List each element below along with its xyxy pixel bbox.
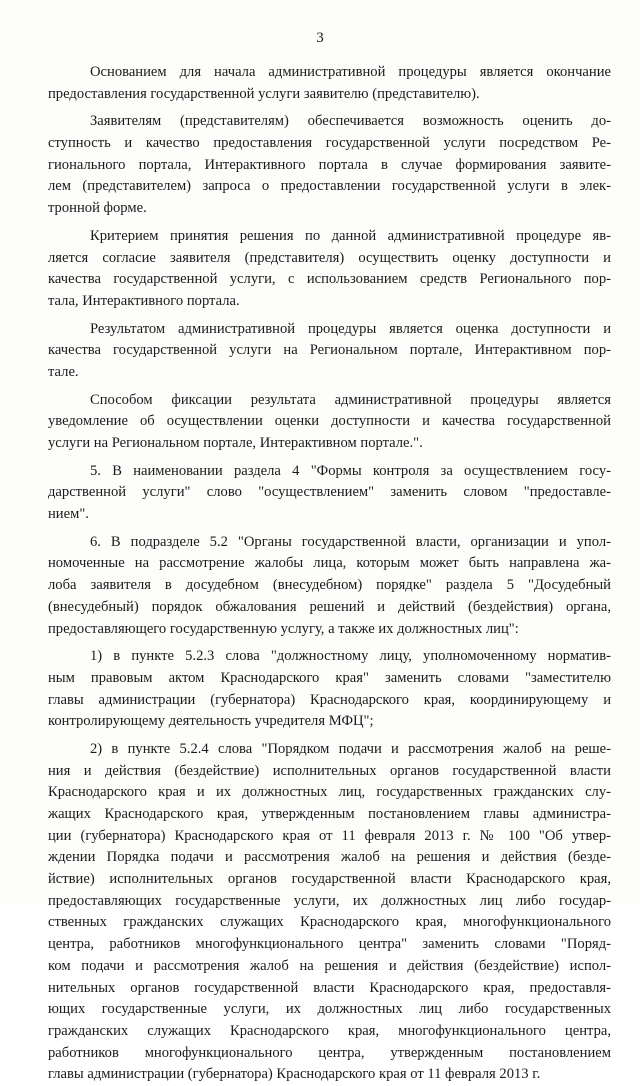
text-line: ждении Порядка подачи и рассмотрения жалоб на решения и действия (безде- — [48, 849, 611, 866]
text-line: тронной форме. — [48, 200, 147, 217]
text-line: гионального портала, Интерактивного портала в случае формирования заявите- — [48, 156, 611, 173]
paragraph — [48, 739, 611, 1086]
text-line: 1) в пункте 5.2.3 слова "должностному лицу, уполномоченному норматив- — [90, 648, 611, 665]
text-line: предоставляющих государственные услуги, их должностных лиц либо государ- — [48, 892, 611, 909]
paragraph — [48, 461, 611, 526]
text-line: Основанием для начала административной процедуры является окончание — [90, 64, 611, 80]
text-line: ственных гражданских служащих Краснодарского края, многофункционального — [48, 914, 611, 931]
paragraph — [48, 62, 611, 105]
paragraph — [48, 532, 611, 640]
text-line: 6. В подразделе 5.2 "Органы государственной власти, организации и упол- — [90, 533, 611, 550]
paragraph — [48, 646, 611, 733]
text-line: нительных органов государственной власти Краснодарского края, предоставля- — [48, 979, 611, 996]
text-line: работников многофункционального центра, утвержденным постановлением — [48, 1044, 611, 1061]
page-number: 3 — [316, 30, 324, 46]
text-line: ком подачи и рассмотрения жалоб на решения и действия (бездействие) испол- — [48, 957, 611, 974]
text-line: ния и действия (бездействие) исполнительных органов государственной власти — [48, 762, 611, 779]
text-line: Краснодарского края и их должностных лиц, государственных гражданских слу- — [48, 784, 611, 801]
text-line: Результатом административной процедуры является оценка доступности и — [90, 320, 611, 337]
text-line: уведомление об осуществлении оценки доступности и качества государственной — [48, 413, 611, 430]
document-body — [48, 62, 611, 1086]
text-line: Способом фиксации результата административной процедуры является — [90, 391, 611, 408]
text-line: 5. В наименовании раздела 4 "Формы контроля за осуществлением госу- — [90, 462, 611, 479]
text-line: центра, работников многофункционального центра" заменить словами "Поряд- — [48, 936, 611, 953]
text-line: нием". — [48, 506, 89, 523]
text-line: лоба заявителя в досудебном (внесудебном) порядке" раздела 5 "Досудебный — [48, 577, 611, 594]
text-line: качества государственной услуги на Региональном портале, Интерактивном пор- — [48, 342, 611, 359]
text-line: контролирующему деятельность учредителя МФЦ"; — [48, 713, 374, 730]
text-line: 2) в пункте 5.2.4 слова "Порядком подачи и рассмотрения жалоб на реше- — [90, 740, 611, 757]
text-line: номоченные на рассмотрение жалобы лица, которым может быть направлена жа- — [48, 555, 611, 572]
paragraph — [48, 111, 611, 219]
text-line: лем (представителем) запроса о предоставлении государственной услуги в элек- — [48, 178, 611, 195]
text-line: предоставления государственной услуги заявителю (представителю). — [48, 85, 480, 102]
text-line: ющих государственные услуги, их должностных лиц либо государственных — [48, 1001, 611, 1018]
text-line: главы администрации (губернатора) Краснодарского края от 11 февраля 2013 г. — [48, 1066, 541, 1083]
text-line: жащих Краснодарского края, утвержденным постановлением главы администра- — [48, 806, 611, 822]
text-line: Критерием принятия решения по данной административной процедуре яв- — [90, 227, 611, 244]
paragraph — [48, 390, 611, 455]
text-line: услуги на Региональном портале, Интерактивном портале.". — [48, 435, 423, 451]
paragraph — [48, 226, 611, 313]
text-line: ступность и качество предоставления государственной услуги посредством Ре- — [48, 135, 611, 152]
text-line: йствие) исполнительных органов государственной власти Краснодарского края, — [48, 871, 611, 888]
text-line: тале. — [48, 363, 79, 380]
text-line: (внесудебный) порядок обжалования решений и действий (бездействия) органа, — [48, 598, 611, 615]
text-line: качества государственной услуги, с использованием средств Регионального пор- — [48, 271, 611, 288]
text-line: дарственной услуги" слово "осуществлением" заменить словом "предоставле- — [48, 484, 611, 501]
paragraph — [48, 319, 611, 384]
text-line: главы администрации (губернатора) Краснодарского края, координирующему и — [48, 691, 611, 708]
text-line: ции (губернатора) Краснодарского края от 11 февраля 2013 г. № 100 "Об утвер- — [48, 827, 611, 844]
text-line: гражданских служащих Краснодарского края, многофункционального центра, — [48, 1022, 611, 1039]
text-line: тала, Интерактивного портала. — [48, 292, 240, 309]
text-line: ным правовым актом Краснодарского края" заменить словами "заместителю — [48, 669, 611, 686]
text-line: предоставляющего государственную услугу, а также их должностных лиц": — [48, 620, 519, 637]
text-line: ляется согласие заявителя (представителя) осуществить оценку доступности и — [48, 249, 611, 266]
text-line: Заявителям (представителям) обеспечивается возможность оценить до- — [90, 113, 611, 130]
